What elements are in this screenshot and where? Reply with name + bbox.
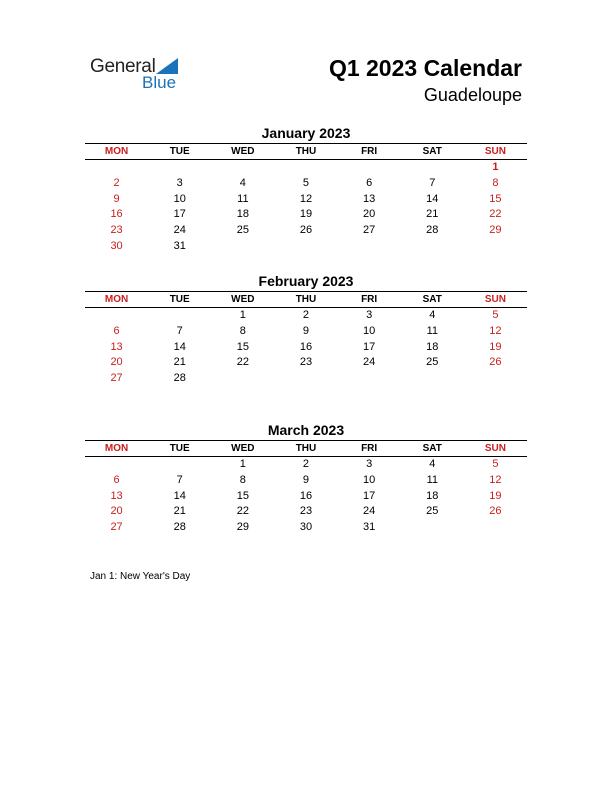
day-cell: 31 [173, 239, 186, 252]
day-cell: 7 [176, 324, 183, 337]
weekday-label: MON [104, 146, 129, 157]
empty-day-cell [85, 160, 148, 176]
day-cell: 14 [173, 340, 186, 353]
day-cell: 5 [492, 309, 499, 321]
logo [90, 56, 200, 96]
day-cell: 4 [239, 176, 246, 189]
day-cell: 13 [363, 192, 376, 205]
day-cell: 16 [299, 340, 313, 353]
day-cell: 3 [366, 309, 373, 321]
day-grid [85, 457, 527, 536]
weekday-label: THU [295, 443, 317, 454]
region-label: Guadeloupe [423, 85, 522, 105]
day-cell: 15 [489, 192, 502, 205]
day-cell: 14 [426, 192, 439, 205]
day-cell: 28 [173, 372, 186, 385]
day-cell: 11 [426, 324, 438, 337]
day-cell: 28 [173, 521, 186, 534]
day-cell: 15 [236, 489, 249, 502]
empty-day-cell [464, 239, 527, 255]
day-cell: 23 [299, 356, 313, 369]
empty-day-cell [464, 520, 527, 536]
empty-day-cell [274, 160, 337, 176]
weekday-label: WED [231, 443, 255, 454]
day-cell: 8 [239, 324, 246, 337]
day-cell: 12 [489, 473, 502, 486]
day-cell: 20 [110, 505, 123, 518]
day-cell: 1 [239, 309, 246, 321]
weekday-label: FRI [361, 443, 378, 454]
day-cell: 24 [363, 505, 376, 518]
day-cell: 19 [299, 208, 313, 221]
day-cell: 25 [426, 505, 439, 518]
empty-day-cell [401, 160, 464, 176]
weekday-label: TUE [169, 443, 190, 454]
day-grid [85, 308, 527, 387]
day-cell: 23 [110, 224, 123, 237]
weekday-label: MON [104, 294, 129, 305]
holiday-list [90, 571, 190, 582]
day-cell: 3 [366, 458, 373, 470]
day-cell: 8 [492, 176, 499, 189]
logo-triangle-icon [156, 58, 178, 74]
day-cell: 29 [236, 521, 249, 534]
day-cell: 17 [173, 208, 186, 221]
day-cell: 22 [236, 356, 249, 369]
day-cell: 9 [113, 192, 120, 205]
day-cell: 30 [299, 521, 313, 534]
empty-day-cell [464, 371, 527, 387]
weekday-label: WED [231, 146, 255, 157]
day-cell: 26 [299, 224, 313, 237]
day-cell: 2 [113, 176, 120, 189]
empty-day-cell [401, 371, 464, 387]
day-cell: 19 [489, 489, 502, 502]
day-cell: 13 [110, 340, 123, 353]
day-cell: 5 [302, 176, 310, 189]
day-cell: 3 [176, 176, 183, 189]
weekday-header [85, 143, 527, 160]
weekday-label: TUE [169, 294, 190, 305]
empty-day-cell [85, 308, 148, 324]
day-cell: 18 [426, 489, 439, 502]
day-cell: 16 [299, 489, 313, 502]
day-cell: 6 [113, 324, 120, 337]
weekday-label: SAT [422, 146, 442, 157]
day-cell: 17 [363, 489, 376, 502]
day-cell: 24 [363, 356, 376, 369]
day-cell: 4 [429, 309, 436, 321]
day-cell: 1 [239, 458, 246, 470]
empty-day-cell [274, 371, 337, 387]
day-cell: 24 [173, 224, 186, 237]
empty-day-cell [211, 160, 274, 176]
day-cell: 16 [110, 208, 123, 221]
empty-day-cell [401, 239, 464, 255]
day-cell: 29 [489, 224, 502, 237]
day-cell: 31 [363, 521, 376, 534]
empty-day-cell [148, 308, 211, 324]
day-cell: 22 [236, 505, 249, 518]
day-cell: 9 [302, 473, 310, 486]
month-block-march [85, 421, 527, 536]
weekday-label: THU [295, 294, 317, 305]
day-cell: 19 [489, 340, 502, 353]
day-cell: 26 [489, 505, 502, 518]
empty-day-cell [338, 239, 401, 255]
day-cell: 22 [489, 208, 502, 221]
day-cell: 10 [173, 192, 186, 205]
day-cell: 15 [236, 340, 249, 353]
weekday-label: THU [295, 146, 317, 157]
weekday-label: SAT [422, 294, 442, 305]
day-cell: 10 [363, 324, 376, 337]
holiday-item: Jan 1: New Year's Day [90, 571, 191, 582]
day-cell: 26 [489, 356, 502, 369]
month-block-february [85, 272, 527, 387]
day-cell: 27 [363, 224, 376, 237]
logo-text-blue: Blue [142, 73, 177, 92]
day-cell: 11 [426, 473, 438, 486]
day-cell: 23 [299, 505, 313, 518]
day-cell: 9 [302, 324, 310, 337]
weekday-label: SUN [484, 146, 506, 157]
month-title: January 2023 [261, 125, 351, 141]
weekday-label: WED [231, 294, 255, 305]
day-cell: 28 [426, 224, 439, 237]
page-title: Q1 2023 Calendar [328, 55, 522, 81]
weekday-label: FRI [361, 146, 378, 157]
empty-day-cell [274, 239, 337, 255]
month-title: March 2023 [267, 422, 345, 438]
empty-day-cell [401, 520, 464, 536]
day-cell: 7 [176, 473, 183, 486]
empty-day-cell [211, 371, 274, 387]
day-cell: 18 [236, 208, 249, 221]
day-cell: 5 [492, 458, 499, 470]
day-cell: 2 [302, 309, 310, 321]
day-cell: 21 [173, 356, 186, 369]
day-cell: 4 [429, 458, 436, 470]
day-cell: 12 [489, 324, 502, 337]
empty-day-cell [85, 457, 148, 473]
day-cell: 11 [237, 192, 249, 205]
weekday-header [85, 440, 527, 457]
day-cell: 10 [363, 473, 376, 486]
weekday-label: SUN [484, 294, 506, 305]
day-cell: 6 [366, 176, 373, 189]
empty-day-cell [211, 239, 274, 255]
weekday-header [85, 291, 527, 308]
day-cell: 13 [110, 489, 123, 502]
day-cell: 21 [173, 505, 186, 518]
day-cell: 20 [110, 356, 123, 369]
month-block-january [85, 124, 527, 255]
day-cell: 20 [363, 208, 376, 221]
day-cell: 1 [492, 161, 499, 173]
day-cell: 14 [173, 489, 186, 502]
empty-day-cell [148, 160, 211, 176]
day-cell: 25 [426, 356, 439, 369]
day-grid [85, 160, 527, 255]
day-cell: 27 [110, 521, 123, 534]
day-cell: 27 [110, 372, 123, 385]
day-cell: 30 [110, 239, 123, 252]
day-cell: 21 [426, 208, 439, 221]
month-title: February 2023 [258, 273, 354, 289]
weekday-label: FRI [361, 294, 378, 305]
weekday-label: SUN [484, 443, 506, 454]
day-cell: 2 [302, 458, 310, 470]
empty-day-cell [148, 457, 211, 473]
day-cell: 7 [429, 176, 436, 189]
day-cell: 8 [239, 473, 246, 486]
day-cell: 17 [363, 340, 376, 353]
weekday-label: TUE [169, 146, 190, 157]
logo-text-general: General [90, 56, 156, 77]
day-cell: 12 [299, 192, 313, 205]
empty-day-cell [338, 160, 401, 176]
day-cell: 18 [426, 340, 439, 353]
day-cell: 6 [113, 473, 120, 486]
weekday-label: MON [104, 443, 129, 454]
weekday-label: SAT [422, 443, 442, 454]
empty-day-cell [338, 371, 401, 387]
day-cell: 25 [236, 224, 249, 237]
